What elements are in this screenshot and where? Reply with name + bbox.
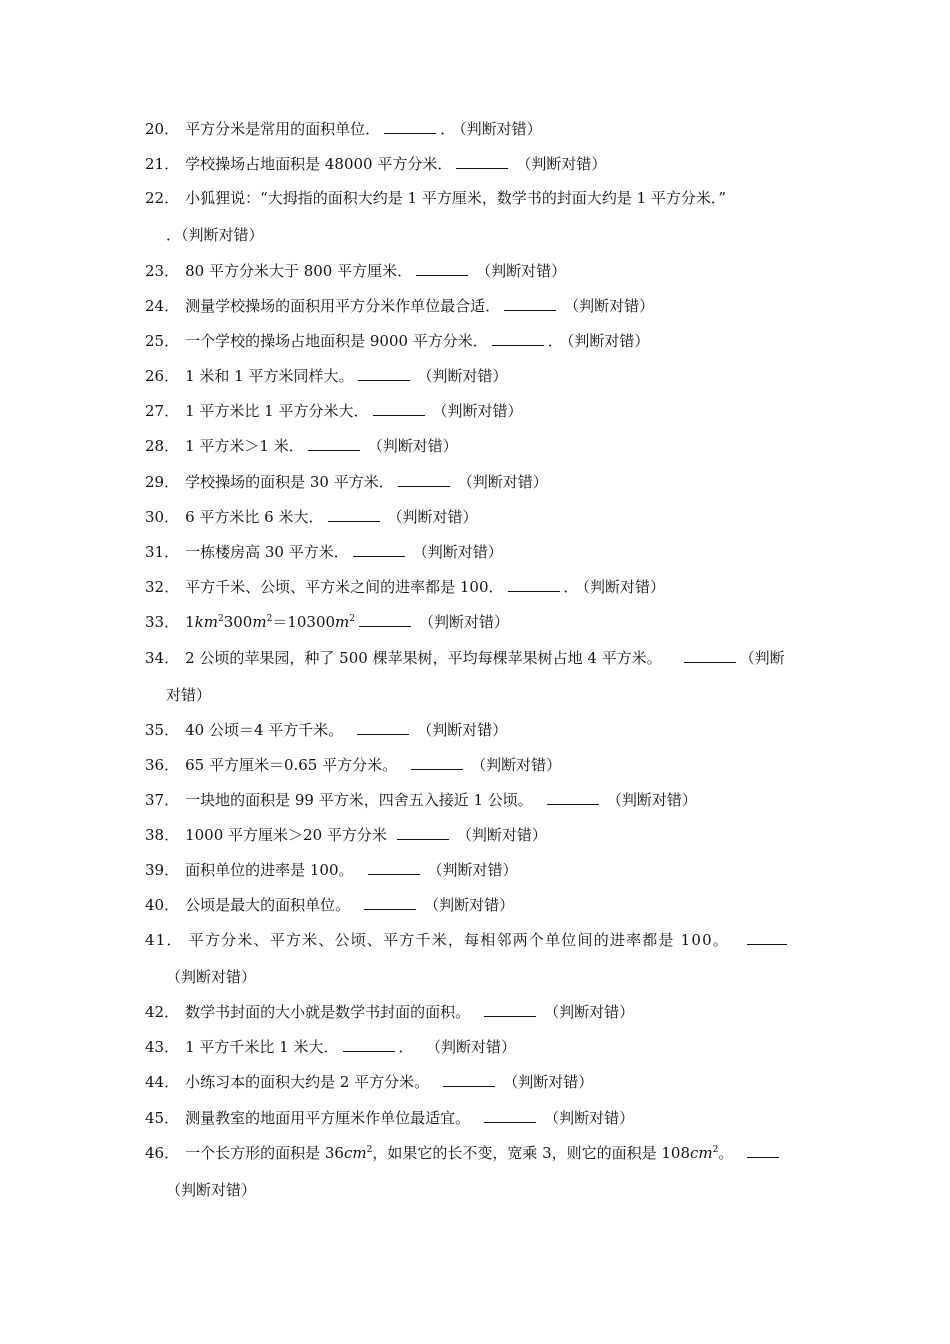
answer-blank[interactable] xyxy=(492,331,544,346)
answer-blank[interactable] xyxy=(358,366,410,381)
question-22: 22． 小狐狸说：“大拇指的面积大约是 1 平方厘米，数学书的封面大约是 1 平方分米．” xyxy=(145,189,727,207)
question-23: 23． 80 平方分米大于 800 平方厘米． （判断对错） xyxy=(145,262,567,280)
question-34: 34． 2 公顷的苹果园，种了 500 棵苹果树，平均每棵苹果树占地 4 平方米。 （判断 xyxy=(145,649,785,667)
answer-blank[interactable] xyxy=(416,261,468,276)
question-39: 39． 面积单位的进率是 100。 （判断对错） xyxy=(145,861,518,879)
question-31: 31． 一栋楼房高 30 平方米． （判断对错） xyxy=(145,543,503,561)
answer-blank[interactable] xyxy=(684,648,736,663)
answer-blank[interactable] xyxy=(443,1072,495,1087)
question-46: 46． 一个长方形的面积是 $36cm^2$，如果它的长不变，宽乘 3，则它的面积是 $108cm^2$。 xyxy=(145,1143,783,1162)
answer-blank[interactable] xyxy=(357,720,409,735)
answer-blank[interactable] xyxy=(368,860,420,875)
question-21: 21． 学校操场占地面积是 48000 平方分米． （判断对错） xyxy=(145,155,607,173)
answer-blank[interactable] xyxy=(398,472,450,487)
answer-blank[interactable] xyxy=(384,119,436,134)
question-36: 36． 65 平方厘米＝0.65 平方分米。 （判断对错） xyxy=(145,756,562,774)
answer-blank[interactable] xyxy=(397,825,449,840)
question-45: 45． 测量教室的地面用平方厘米作单位最适宜。 （判断对错） xyxy=(145,1109,635,1127)
answer-blank[interactable] xyxy=(308,436,360,451)
answer-blank[interactable] xyxy=(359,612,411,627)
answer-blank[interactable] xyxy=(328,507,380,522)
answer-blank[interactable] xyxy=(484,1002,536,1017)
answer-blank[interactable] xyxy=(484,1108,536,1123)
answer-blank[interactable] xyxy=(747,1143,779,1158)
question-43: 43． 1 平方千米比 1 米大． ． （判断对错） xyxy=(145,1038,517,1056)
answer-blank[interactable] xyxy=(373,401,425,416)
answer-blank[interactable] xyxy=(411,755,463,770)
question-44: 44． 小练习本的面积大约是 2 平方分米。 （判断对错） xyxy=(145,1073,594,1091)
question-22-line2: ．（判断对错） xyxy=(166,226,264,244)
answer-blank[interactable] xyxy=(364,895,416,910)
answer-blank[interactable] xyxy=(456,154,508,169)
question-37: 37． 一块地的面积是 99 平方米，四舍五入接近 1 公顷。 （判断对错） xyxy=(145,791,697,809)
question-35: 35． 40 公顷＝4 平方千米。 （判断对错） xyxy=(145,721,508,739)
question-26: 26． 1 米和 1 平方米同样大。 （判断对错） xyxy=(145,367,508,385)
question-34-line2: 对错） xyxy=(166,686,212,704)
question-41: 41． 平方分米、平方米、公顷、平方千米，每相邻两个单位间的进率都是 100。 xyxy=(145,930,791,949)
question-27: 27． 1 平方米比 1 平方分米大． （判断对错） xyxy=(145,402,523,420)
question-20: 20． 平方分米是常用的面积单位． ． （判断对错） xyxy=(145,120,542,138)
answer-blank[interactable] xyxy=(508,577,560,592)
question-24: 24． 测量学校操场的面积用平方分米作单位最合适． （判断对错） xyxy=(145,297,655,315)
question-32: 32． 平方千米、公顷、平方米之间的进率都是 100． ． （判断对错） xyxy=(145,578,666,596)
answer-blank[interactable] xyxy=(547,790,599,805)
question-33: 33． $1km^2300m^2=10300m^2$ （判断对错） xyxy=(145,613,510,631)
answer-blank[interactable] xyxy=(353,542,405,557)
question-25: 25． 一个学校的操场占地面积是 9000 平方分米． ． （判断对错） xyxy=(145,332,650,350)
question-41-line2: （判断对错） xyxy=(166,968,257,986)
question-46-line2: （判断对错） xyxy=(166,1181,257,1199)
question-29: 29． 学校操场的面积是 30 平方米． （判断对错） xyxy=(145,473,548,491)
answer-blank[interactable] xyxy=(747,930,787,945)
answer-blank[interactable] xyxy=(343,1037,395,1052)
question-40: 40． 公顷是最大的面积单位。 （判断对错） xyxy=(145,896,515,914)
question-34-note: （判断 xyxy=(739,649,785,667)
question-28: 28． 1 平方米＞1 米． （判断对错） xyxy=(145,437,458,455)
answer-blank[interactable] xyxy=(504,296,556,311)
question-42: 42． 数学书封面的大小就是数学书封面的面积。 （判断对错） xyxy=(145,1003,635,1021)
question-38: 38． 1000 平方厘米＞20 平方分米 （判断对错） xyxy=(145,826,547,844)
question-30: 30． 6 平方米比 6 米大． （判断对错） xyxy=(145,508,478,526)
